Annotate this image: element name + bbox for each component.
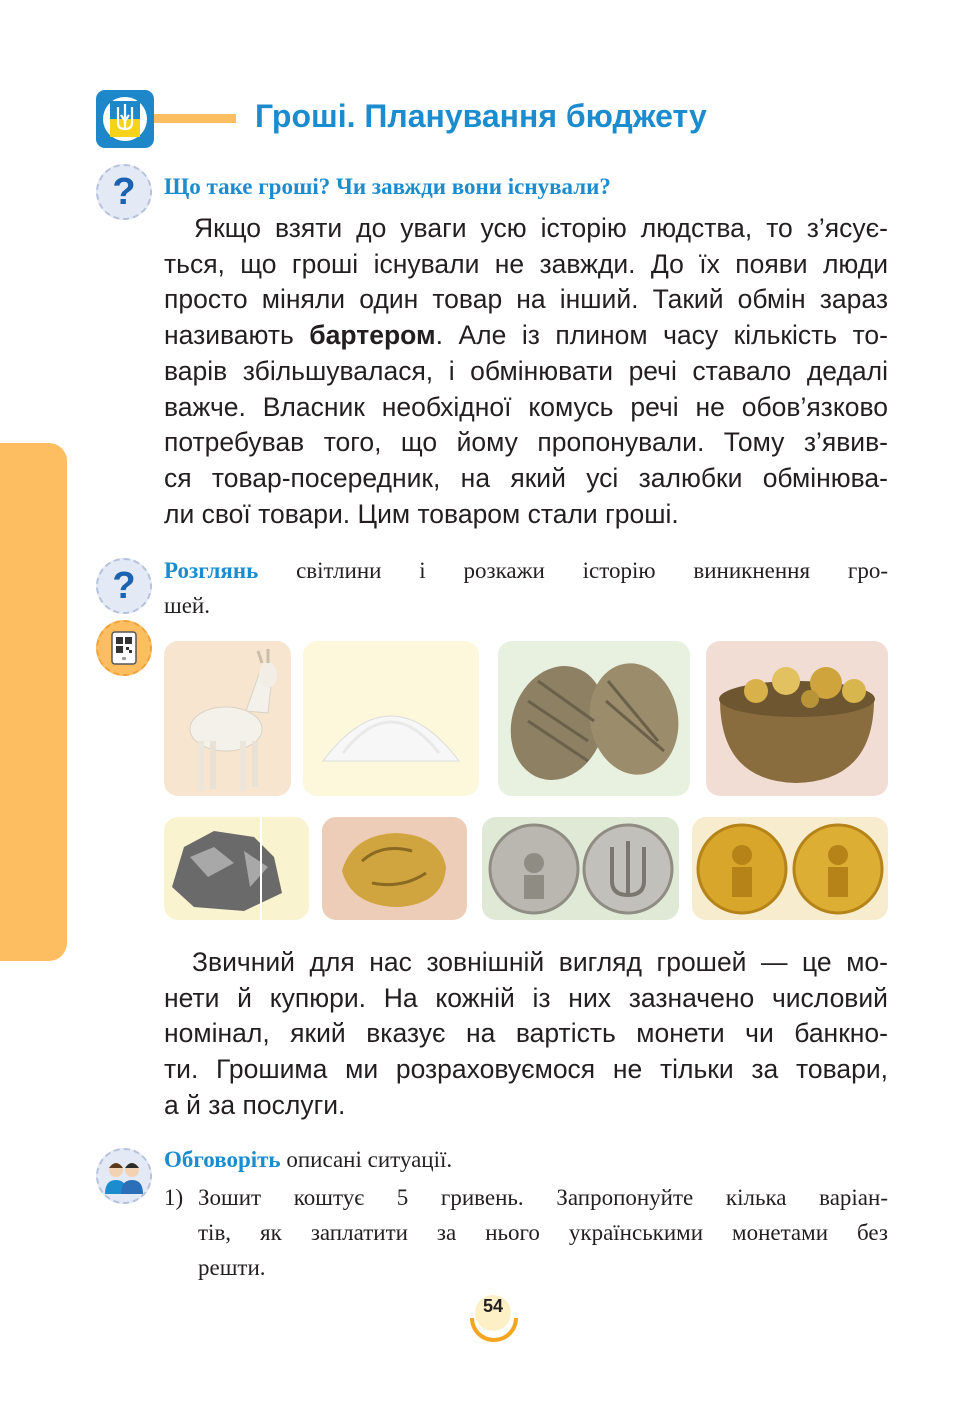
term-barter: бартером bbox=[309, 320, 436, 351]
page-number: 54 bbox=[482, 1296, 504, 1316]
paragraph-line: просто міняли один товар на інший. Такий обмін зараз bbox=[164, 284, 888, 315]
paragraph-line: називають бартером. Але із плином часу кількість то- bbox=[164, 320, 888, 351]
photo-salt bbox=[303, 641, 479, 796]
paragraph-line: ти. Грошима ми розраховуємося не тільки за товари, bbox=[164, 1054, 888, 1085]
money-appearance-paragraph bbox=[164, 945, 888, 1124]
photo-gold-coins bbox=[692, 817, 888, 920]
paragraph-line: нети й купюри. На кожній із них зазначено числовий bbox=[164, 982, 888, 1013]
people-icon bbox=[96, 1148, 152, 1204]
photo-silver-coins bbox=[482, 817, 679, 920]
photo-treasure-pot bbox=[706, 641, 888, 796]
task-discuss: Обговоріть описані ситуації. bbox=[164, 1147, 453, 1172]
title-underline-bar bbox=[154, 114, 236, 123]
task-look-photos: Розглянь світлини і розкажи історію виникнення гро- шей. bbox=[164, 553, 888, 623]
photo-goat bbox=[164, 641, 291, 796]
ukraine-emblem-icon bbox=[96, 90, 154, 148]
photo-silver-ore bbox=[164, 817, 309, 920]
paragraph-line: Звичний для нас зовнішній вигляд грошей — це мо- bbox=[192, 947, 888, 977]
paragraph-line: важче. Власник необхідної комусь речі не обов’язково bbox=[164, 391, 888, 422]
paragraph-line: потребував того, що йому пропонували. Тому з’явив- bbox=[164, 427, 888, 458]
paragraph-line: ся товар-посередник, на який усі залюбки обмінюва- bbox=[164, 462, 888, 493]
task-verb: Розглянь bbox=[164, 558, 259, 583]
section-question-heading: Що таке гроші? Чи завжди вони існували? bbox=[164, 174, 611, 199]
page-title: Гроші. Планування бюджету bbox=[255, 98, 707, 134]
paragraph-line: ли свої товари. Цим товаром стали гроші. bbox=[164, 498, 679, 529]
paragraph-line: варів збільшувалася, і обмінювати речі ставало дедалі bbox=[164, 355, 888, 386]
list-item-line: тів, як заплатити за нього українськими монетами без bbox=[198, 1220, 888, 1245]
question-icon: ? bbox=[96, 558, 152, 614]
task-verb: Обговоріть bbox=[164, 1147, 281, 1172]
side-tab-decoration bbox=[0, 443, 67, 961]
photo-bast-shoes bbox=[498, 641, 690, 796]
paragraph-line: а й за послуги. bbox=[164, 1089, 346, 1120]
paragraph-line: номінал, який вказує на вартість монети чи банкно- bbox=[164, 1018, 888, 1049]
list-number: 1) bbox=[164, 1185, 184, 1210]
question-icon: ? bbox=[96, 164, 152, 220]
list-item bbox=[198, 1180, 888, 1285]
photo-gold-nugget bbox=[322, 817, 467, 920]
list-item-line: решти. bbox=[198, 1255, 266, 1280]
paragraph-line: ться, що гроші існували не завжди. До їх появи люди bbox=[164, 248, 888, 279]
intro-paragraph bbox=[164, 211, 888, 532]
task-line: шей. bbox=[164, 593, 210, 618]
list-item-line: Зошит коштує 5 гривень. Запропонуйте кілька варіан- bbox=[198, 1185, 888, 1210]
qr-code-icon[interactable] bbox=[96, 620, 152, 676]
paragraph-line: Якщо взяти до уваги усю історію людства, то з’ясує- bbox=[194, 213, 888, 243]
